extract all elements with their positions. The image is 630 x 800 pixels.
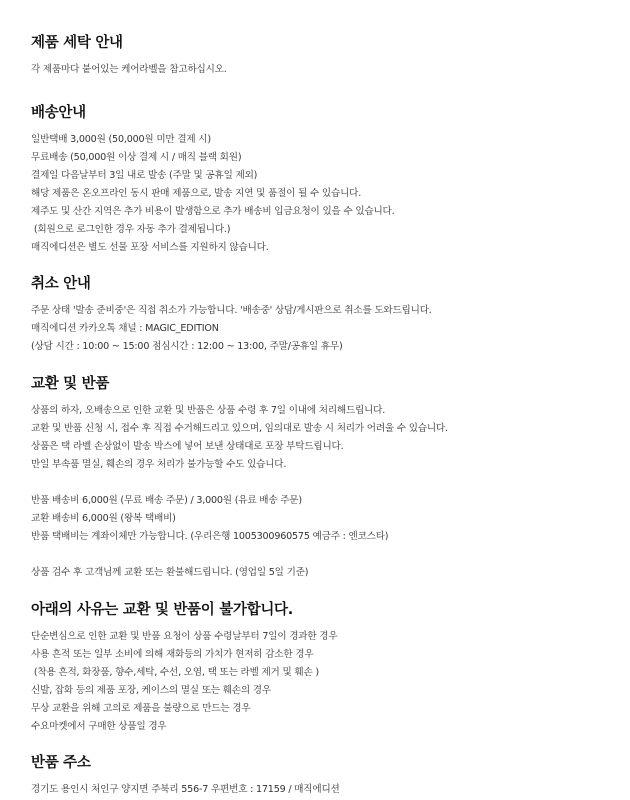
address-section [31,754,630,799]
care-section [31,34,630,79]
exchange-line: 교환 및 반품 신청 시, 접수 후 직접 수거해드리고 있으며, 임의대로 발송 시 처리가 어려울 수 있습니다. [31,423,448,434]
exchange-title: 교환 및 반품 [31,376,110,392]
exchange-line: 반품 택배비는 계좌이체만 가능합니다. (우리은행 1005300960575 예금주 : 엔코스타) [31,531,389,542]
exchange-line: 상품은 택 라벨 손상없이 발송 박스에 넣어 보낸 상태대로 포장 부탁드립니다. [31,441,344,452]
nonreturn-line: 수요마켓에서 구매한 상품일 경우 [31,721,167,732]
cancel-title: 취소 안내 [31,276,91,292]
nonreturn-line: 사용 흔적 또는 일부 소비에 의해 재화등의 가치가 현저히 감소한 경우 [31,649,314,660]
shipping-title: 배송안내 [31,105,86,121]
nonreturn-title: 아래의 사유는 교환 및 반품이 불가합니다. [31,602,293,618]
shipping-line: (회원으로 로그인한 경우 자동 추가 결제됩니다.) [31,224,231,235]
nonreturn-line: 무상 교환을 위해 고의로 제품을 불량으로 만드는 경우 [31,703,251,714]
shipping-line: 일반택배 3,000원 (50,000원 미만 결제 시) [31,134,211,145]
nonreturn-line: 단순변심으로 인한 교환 및 반품 요청이 상품 수령날부터 7일이 경과한 경우 [31,631,338,642]
nonreturn-line: (착용 흔적, 화장품, 향수,세탁, 수선, 오염, 택 또는 라벨 제거 및 훼손 ) [31,667,319,678]
cancel-line: 매직에디션 카카오톡 채널 : MAGIC_EDITION [31,323,219,334]
shipping-line: 결제일 다음날부터 3일 내로 발송 (주말 및 공휴일 제외) [31,170,258,181]
shipping-line: 매직에디션은 별도 선물 포장 서비스를 지원하지 않습니다. [31,242,269,253]
address-line: 경기도 용인시 처인구 양지면 주북리 556-7 우편번호 : 17159 / 매직에디션 [31,784,340,795]
exchange-line: 만일 부속품 멸실, 훼손의 경우 처리가 불가능할 수도 있습니다. [31,459,287,470]
care-title: 제품 세탁 안내 [31,35,123,51]
cancel-section [31,275,630,356]
shipping-line: 해당 제품은 온오프라인 동시 판매 제품으로, 발송 지연 및 품절이 될 수 있습니다. [31,188,362,199]
nonreturn-line: 신발, 잡화 등의 제품 포장, 케이스의 멸실 또는 훼손의 경우 [31,685,271,696]
shipping-section [31,104,630,257]
exchange-line: 반품 배송비 6,000원 (무료 배송 주문) / 3,000원 (유료 배송 주문) [31,495,302,506]
exchange-line: 교환 배송비 6,000원 (왕복 택배비) [31,513,176,524]
exchange-line: 상품 검수 후 고객님께 교환 또는 환불해드립니다. (영업일 5일 기준) [31,567,309,578]
address-title: 반품 주소 [31,755,91,771]
shipping-line: 무료배송 (50,000원 이상 결제 시 / 매직 블랙 회원) [31,152,242,163]
exchange-line: 상품의 하자, 오배송으로 인한 교환 및 반품은 상품 수령 후 7일 이내에 처리해드립니다. [31,405,386,416]
nonreturn-section [31,601,630,736]
cancel-line: 주문 상태 '발송 준비중'은 직접 취소가 가능합니다. '배송중' 상담/게시판으로 취소를 도와드립니다. [31,305,432,316]
spacer [31,474,630,492]
cancel-line: (상담 시간 : 10:00 ~ 15:00 점심시간 : 12:00 ~ 13:00, 주말/공휴일 휴무) [31,341,343,352]
exchange-section [31,375,630,582]
shipping-line: 제주도 및 산간 지역은 추가 비용이 발생함으로 추가 배송비 입금요청이 있을 수 있습니다. [31,206,395,217]
care-line: 각 제품마다 붙어있는 케어라벨을 참고하십시오. [31,64,227,75]
spacer [31,546,630,564]
